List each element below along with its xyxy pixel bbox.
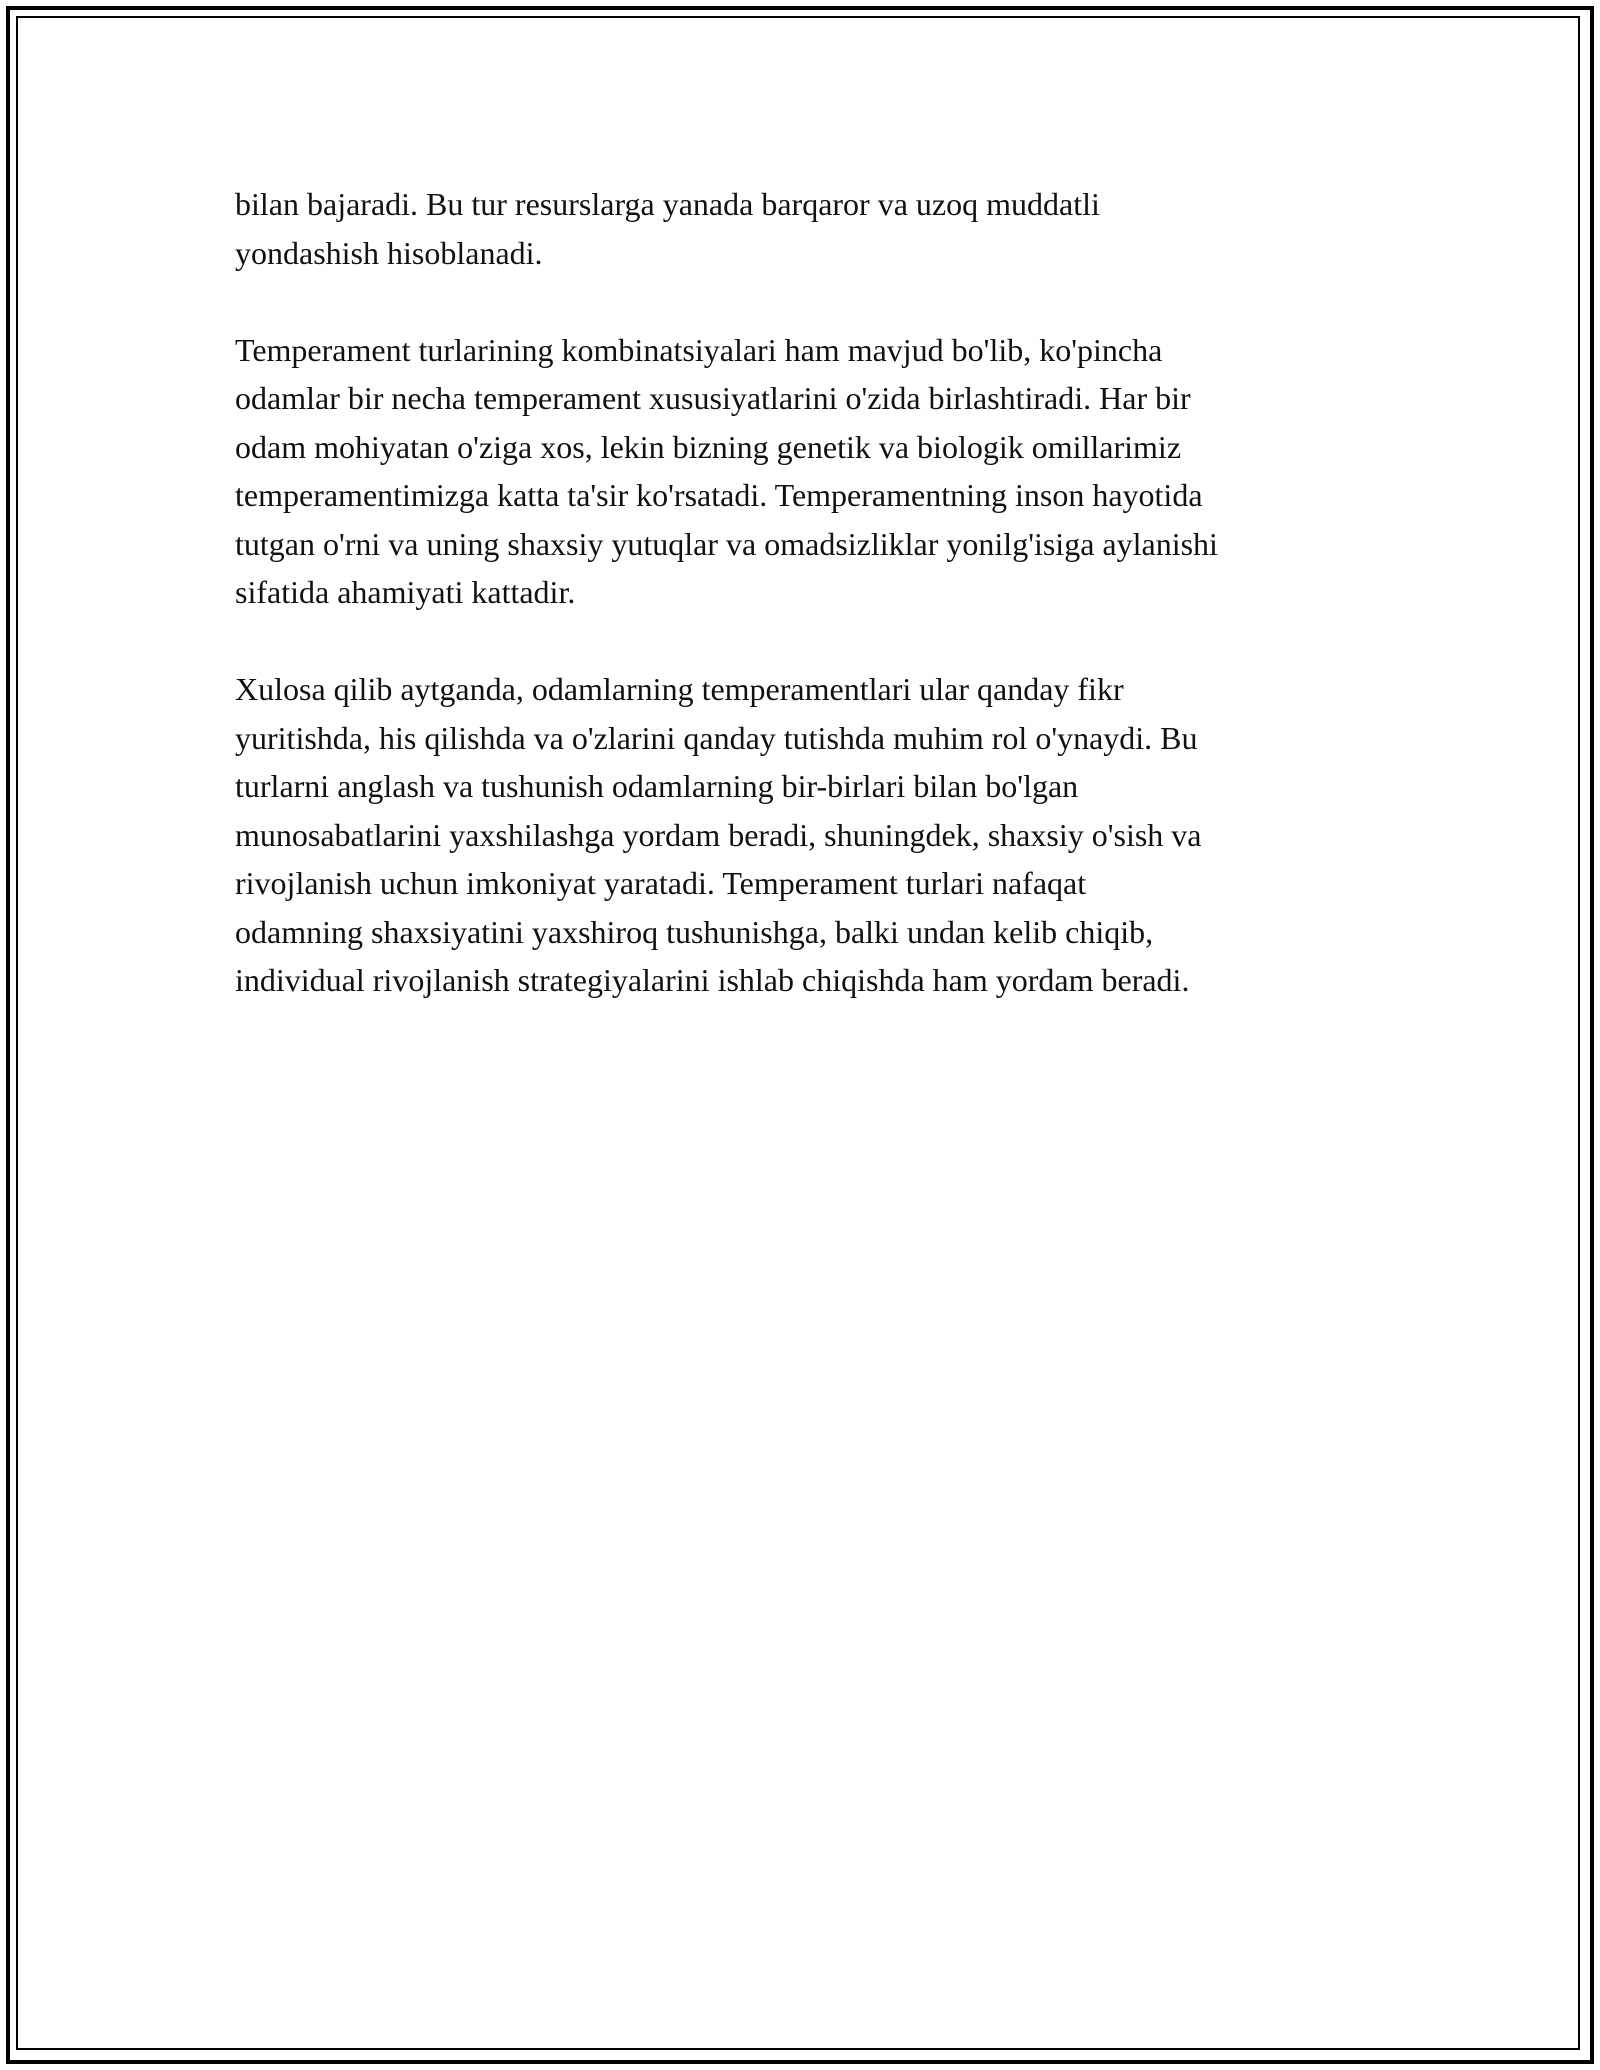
text-line: bilan bajaradi. Bu tur resurslarga yanada barqaror va uzoq muddatli: [235, 186, 1100, 222]
document-body: [235, 180, 1395, 1053]
text-line: odamlar bir necha temperament xususiyatlarini o'zida birlashtiradi. Har bir: [235, 380, 1191, 416]
text-line: Xulosa qilib aytganda, odamlarning temperamentlari ular qanday fikr: [235, 671, 1124, 707]
text-line: tutgan o'rni va uning shaxsiy yutuqlar va omadsizliklar yonilg'isiga aylanishi: [235, 525, 1218, 562]
paragraph-resources-approach: [235, 180, 1395, 277]
paragraph-conclusion: [235, 665, 1395, 1005]
text-line: temperamentimizga katta ta'sir ko'rsatadi. Temperamentning inson hayotida: [235, 477, 1203, 513]
text-line: rivojlanish uchun imkoniyat yaratadi. Temperament turlari nafaqat: [235, 865, 1087, 901]
text-line: munosabatlarini yaxshilashga yordam beradi, shuningdek, shaxsiy o'sish va: [235, 816, 1202, 853]
text-line: odam mohiyatan o'ziga xos, lekin bizning genetik va biologik omillarimiz: [235, 428, 1182, 465]
text-line: yondashish hisoblanadi.: [235, 234, 543, 271]
text-line: yuritishda, his qilishda va o'zlarini qanday tutishda muhim rol o'ynaydi. Bu: [235, 719, 1198, 756]
text-line: odamning shaxsiyatini yaxshiroq tushunishga, balki undan kelib chiqib,: [235, 913, 1154, 950]
text-line: individual rivojlanish strategiyalarini ishlab chiqishda ham yordam beradi.: [235, 962, 1190, 998]
text-line: turlarni anglash va tushunish odamlarning bir-birlari bilan bo'lgan: [235, 768, 1079, 804]
paragraph-temperament-combinations: [235, 326, 1395, 617]
text-line: Temperament turlarining kombinatsiyalari ham mavjud bo'lib, ko'pincha: [235, 331, 1163, 368]
text-line: sifatida ahamiyati kattadir.: [235, 574, 576, 610]
